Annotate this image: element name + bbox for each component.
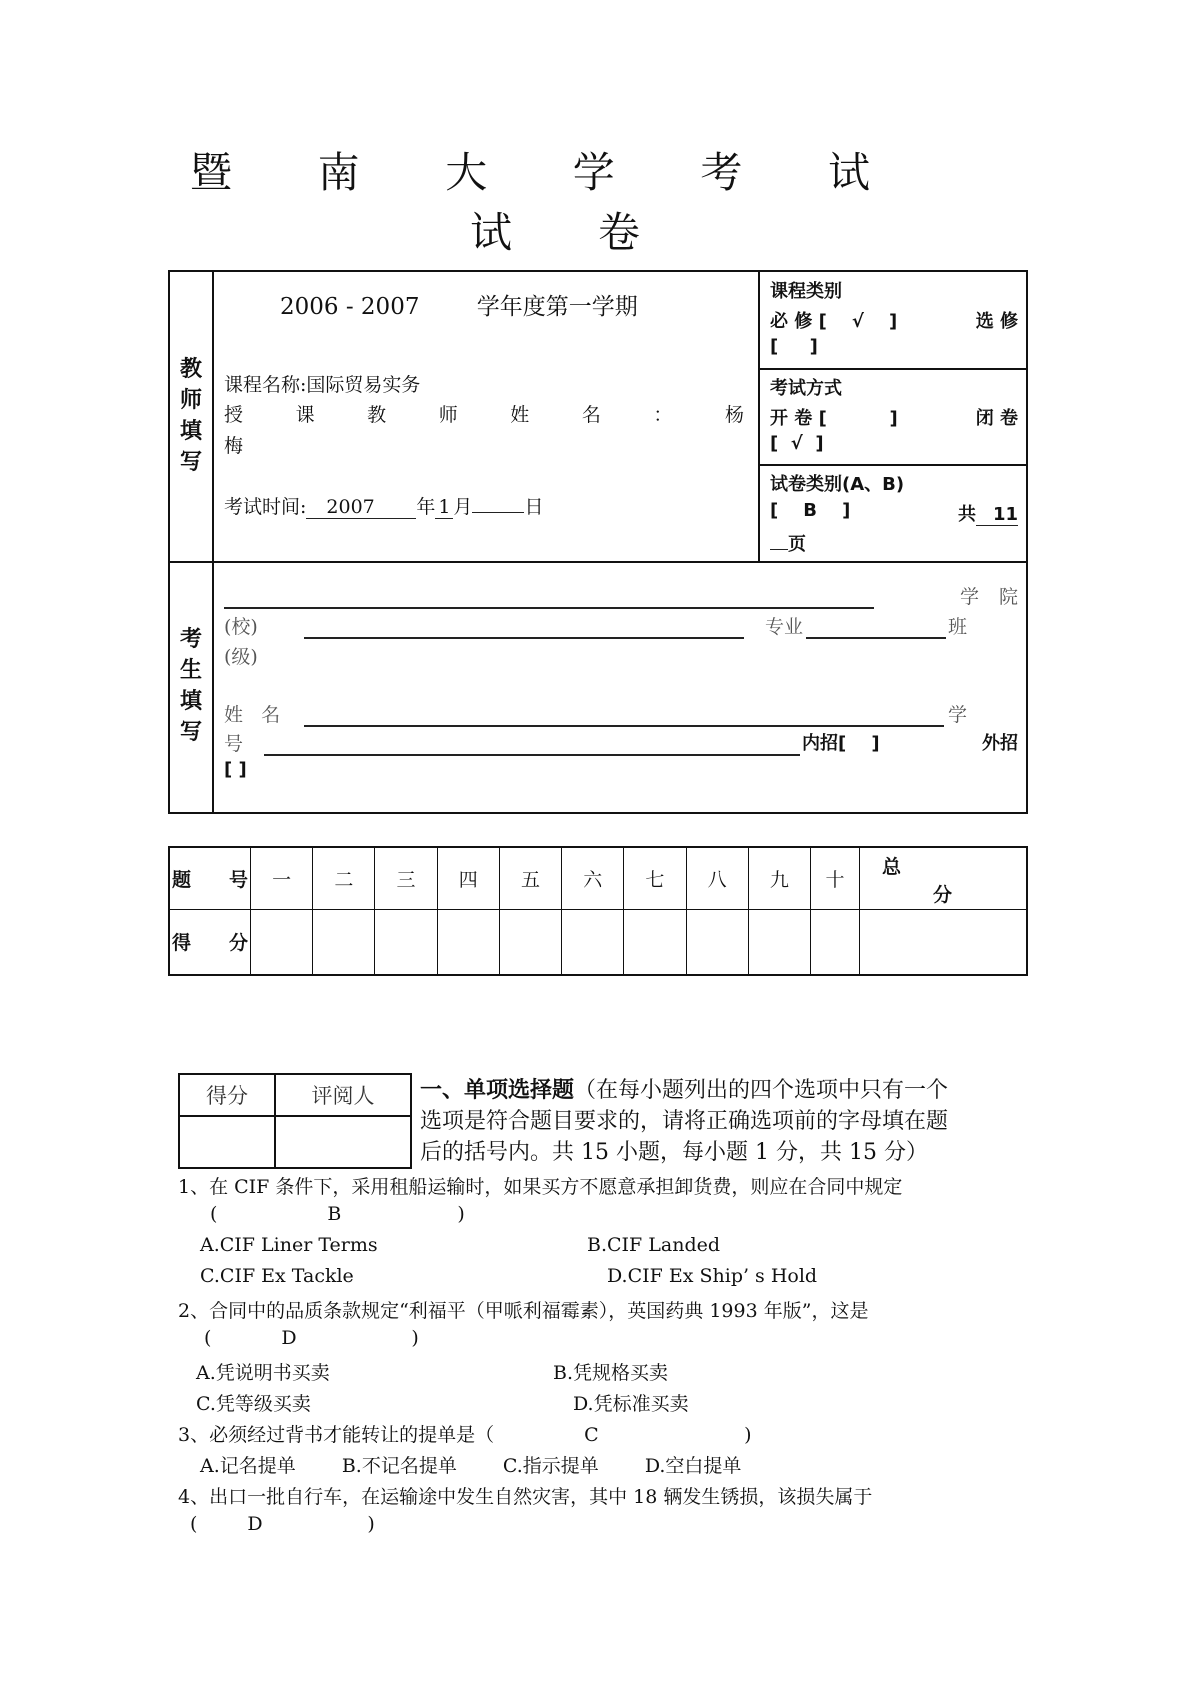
external-admission-checkbox[interactable]: [ ] (224, 759, 247, 780)
school-input-line[interactable] (304, 637, 744, 639)
class-label: 班 (948, 616, 968, 638)
answer-bracket[interactable]: C (584, 1424, 599, 1446)
closed-book-checkbox[interactable]: [ √ ] (770, 433, 824, 454)
exam-day (472, 512, 524, 513)
paper-type-box: [ B ] (770, 500, 851, 521)
option-c: C.指示提单 (502, 1455, 599, 1477)
score-cell[interactable] (375, 909, 437, 975)
course-name-row: 课程名称:国际贸易实务 (224, 374, 421, 396)
section-1-heading: 一、单项选择题（在每小题列出的四个选项中只有一个 选项是符合题目要求的，请将正确选项前的字母填在题 后的括号内。共 15 小题，每小题 1 分，共 15 分） (420, 1078, 949, 1165)
grader-cell[interactable] (275, 1116, 411, 1168)
exam-title-line1: 暨 南 大 学 考 试 (190, 148, 870, 197)
score-label: 得分 (179, 1074, 275, 1116)
answer-bracket[interactable]: ( D ) (190, 1513, 375, 1535)
exam-time-row: 考试时间: 2007 年 1 月 日 (224, 496, 544, 518)
student-fill-label: 考 生 填 写 (179, 627, 202, 745)
course-type-options: 必 修 [ √ ] 选 修 (770, 311, 1018, 332)
question-stem: 1、在 CIF 条件下，采用租船运输时，如果买方不愿意承担卸货费，则应在合同中规定 (178, 1176, 903, 1198)
divider (212, 272, 214, 812)
option-a: A.凭说明书买卖 (196, 1362, 330, 1384)
column-header: 二 (313, 847, 375, 909)
score-cell[interactable] (313, 909, 375, 975)
total-score-header: 总 分 (860, 847, 1028, 909)
pages-unit: 页 (770, 530, 806, 556)
column-header: 八 (686, 847, 748, 909)
divider (758, 272, 760, 562)
option-d: D.CIF Ex Ship’ s Hold (607, 1265, 818, 1287)
option-a: A.CIF Liner Terms (200, 1234, 378, 1256)
exam-mode-options: 开 卷 [ ] 闭 卷 (770, 408, 1018, 429)
column-header: 一 (251, 847, 313, 909)
college-label: 学 院 (960, 586, 1018, 608)
score-row (169, 909, 1027, 975)
required-checkbox[interactable]: [ √ ] (818, 311, 898, 332)
question-stem: 3、必须经过背书才能转让的提单是（ (178, 1424, 495, 1446)
option-b: B.不记名提单 (341, 1455, 457, 1477)
admission-type-row: 内招[ ] 外招 (802, 733, 1018, 754)
divider (170, 561, 1026, 563)
option-c: C.凭等级买卖 (196, 1393, 311, 1415)
question-number-row (169, 847, 1027, 909)
exam-month: 1 (435, 496, 453, 519)
major-input-line[interactable] (806, 637, 946, 639)
option-c: C.CIF Ex Tackle (200, 1265, 354, 1287)
grade-label: (级) (224, 646, 258, 668)
college-input-line[interactable] (224, 607, 874, 609)
section-score-cell[interactable] (179, 1116, 275, 1168)
total-score-cell[interactable] (860, 909, 1028, 975)
school-label: (校) (224, 616, 258, 638)
academic-year: 2006 - 2007 学年度第一学期 (280, 294, 638, 320)
option-a: A.记名提单 (200, 1455, 296, 1477)
paper-type-heading: 试卷类别(A、B) (770, 474, 905, 495)
score-cell[interactable] (499, 909, 561, 975)
answer-bracket[interactable]: ( D ) (204, 1327, 419, 1349)
column-header: 五 (499, 847, 561, 909)
option-d: D.空白提单 (644, 1455, 742, 1477)
grader-box (178, 1073, 412, 1169)
exam-mode-heading: 考试方式 (770, 378, 842, 399)
exam-info-table (168, 270, 1028, 814)
score-cell[interactable] (686, 909, 748, 975)
divider (758, 464, 1028, 466)
internal-admission-checkbox[interactable]: 内招[ ] (802, 733, 880, 754)
paper-type-row: [ B ] 共 11 (770, 500, 1018, 525)
score-summary-table (168, 846, 1028, 976)
column-header: 十 (811, 847, 860, 909)
major-label: 专业 (765, 616, 804, 638)
teacher-fill-label: 教 师 填 写 (179, 357, 202, 475)
student-id-input-line[interactable] (264, 754, 800, 756)
column-header: 七 (624, 847, 686, 909)
student-id-label-1: 学 (948, 704, 968, 726)
score-cell[interactable] (748, 909, 810, 975)
question-row: 3、必须经过背书才能转让的提单是（ C ) (178, 1424, 752, 1446)
options-row (200, 1451, 741, 1478)
score-cell[interactable] (251, 909, 313, 975)
elective-checkbox[interactable]: [ ] (770, 336, 818, 357)
option-b: B.凭规格买卖 (553, 1362, 669, 1384)
score-cell[interactable] (437, 909, 499, 975)
answer-bracket[interactable]: ( B ) (210, 1203, 465, 1225)
name-label: 姓 名 (224, 704, 281, 726)
column-header: 四 (437, 847, 499, 909)
student-id-label-2: 号 (224, 733, 244, 755)
option-b: B.CIF Landed (587, 1234, 721, 1256)
score-cell[interactable] (562, 909, 624, 975)
score-label: 得 分 (169, 909, 251, 975)
question-stem: 2、合同中的品质条款规定“利福平（甲哌利福霉素），英国药典 1993 年版”，这是 (178, 1300, 869, 1322)
open-book-checkbox[interactable]: [ ] (818, 408, 898, 429)
score-cell[interactable] (624, 909, 686, 975)
column-header: 六 (562, 847, 624, 909)
total-pages: 11 (976, 504, 1018, 526)
exam-title-line2: 试 卷 (470, 208, 640, 257)
question-stem: 4、出口一批自行车，在运输途中发生自然灾害，其中 18 辆发生锈损，该损失属于 (178, 1486, 873, 1508)
grader-label: 评阅人 (275, 1074, 411, 1116)
question-number-label: 题 号 (169, 847, 251, 909)
column-header: 三 (375, 847, 437, 909)
exam-year: 2007 (306, 496, 416, 519)
option-d: D.凭标准买卖 (573, 1393, 689, 1415)
teacher-name-row: 授 课 教 师 姓 名 ： 杨 (224, 400, 744, 427)
course-type-heading: 课程类别 (770, 281, 842, 302)
name-input-line[interactable] (304, 725, 944, 727)
teacher-name-second: 梅 (224, 435, 244, 457)
teacher-name-first: 杨 (724, 404, 744, 426)
course-name: 国际贸易实务 (306, 374, 421, 396)
score-cell[interactable] (811, 909, 860, 975)
column-header: 九 (748, 847, 810, 909)
divider (758, 368, 1028, 370)
